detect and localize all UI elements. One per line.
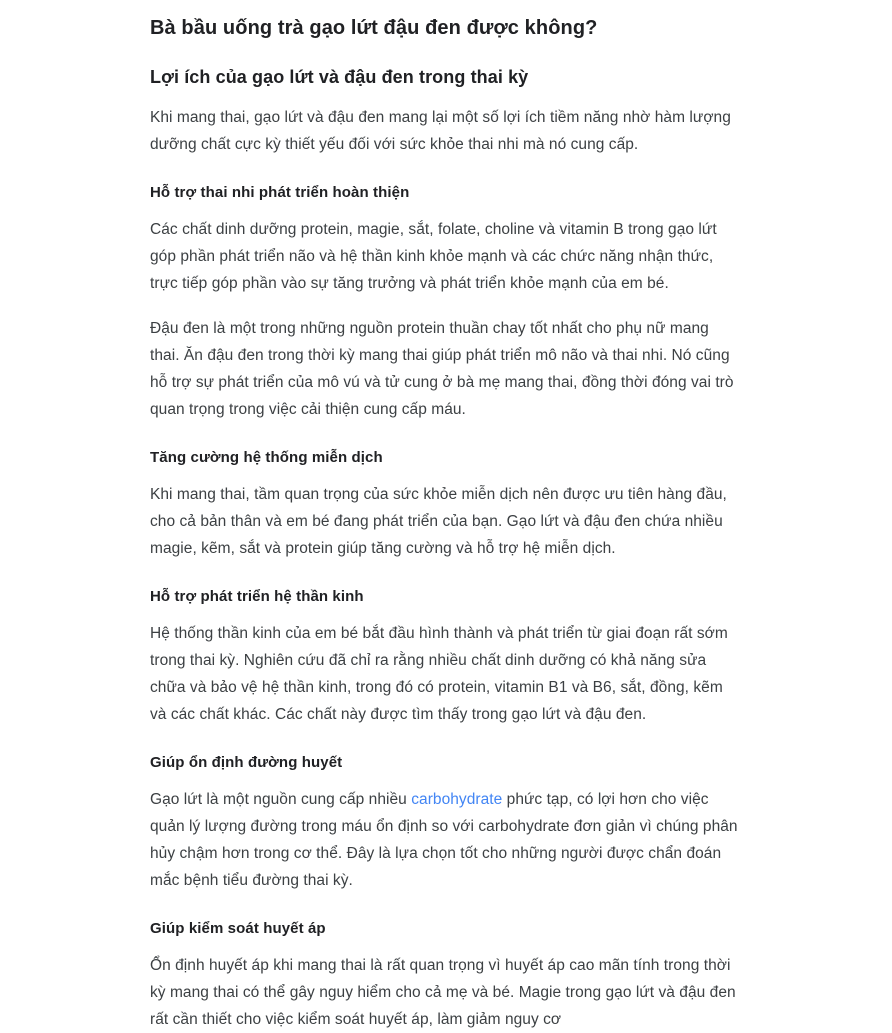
subheading-blood-sugar: Giúp ổn định đường huyết [150, 754, 343, 771]
subheading-nervous-system: Hỗ trợ phát triển hệ thần kinh [150, 588, 364, 605]
page-title: Bà bầu uống trà gạo lứt đậu đen được không? [150, 17, 598, 39]
paragraph-blood-pressure: Ổn định huyết áp khi mang thai là rất quan trọng vì huyết áp cao mãn tính trong thời kỳ mang thai có thể gây nguy hiểm cho cả mẹ và bé. Magie trong gạo lứt và đậu đen rất cần thiết cho việc kiểm soát huyết áp, làm giảm nguy cơ [150, 957, 736, 1028]
section-heading-benefits: Lợi ích của gạo lứt và đậu đen trong thai kỳ [150, 67, 529, 87]
blood-sugar-text-after: phức tạp, có lợi hơn cho việc quản lý lượng đường trong máu ổn định so với carbohydrate đơn giản vì chúng phân hủy chậm hơn trong cơ thể. Đây là lựa chọn tốt cho những người được chẩn đoán mắc bệnh tiểu đường thai kỳ. [150, 791, 738, 889]
paragraph-nervous-system: Hệ thống thần kinh của em bé bắt đầu hình thành và phát triển từ giai đoạn rất sớm trong thai kỳ. Nghiên cứu đã chỉ ra rằng nhiều chất dinh dưỡng có khả năng sửa chữa và bảo vệ hệ thần kinh, trong đó có protein, vitamin B1 và B6, sắt, đồng, kẽm và các chất khác. Các chất này được tìm thấy trong gạo lứt và đậu đen. [150, 625, 728, 723]
carbohydrate-link[interactable]: carbohydrate [411, 791, 503, 808]
paragraph-immune-system: Khi mang thai, tầm quan trọng của sức khỏe miễn dịch nên được ưu tiên hàng đầu, cho cả bản thân và em bé đang phát triển của bạn. Gạo lứt và đậu đen chứa nhiều magie, kẽm, sắt và protein giúp tăng cường và hỗ trợ hệ miễn dịch. [150, 486, 727, 557]
paragraph-fetal-development-2: Đậu đen là một trong những nguồn protein thuần chay tốt nhất cho phụ nữ mang thai. Ăn đậu đen trong thời kỳ mang thai giúp phát triển mô não và thai nhi. Nó cũng hỗ trợ sự phát triển của mô vú và tử cung ở bà mẹ mang thai, đồng thời đóng vai trò quan trọng trong việc cải thiện cung cấp máu. [150, 320, 734, 418]
subheading-immune-system: Tăng cường hệ thống miễn dịch [150, 449, 383, 466]
paragraph-fetal-development-1: Các chất dinh dưỡng protein, magie, sắt, folate, choline và vitamin B trong gạo lứt góp phần phát triển não và hệ thần kinh khỏe mạnh và các chức năng nhận thức, trực tiếp góp phần vào sự tăng trưởng và phát triển khỏe mạnh của em bé. [150, 221, 717, 292]
subheading-fetal-development: Hỗ trợ thai nhi phát triển hoàn thiện [150, 184, 410, 201]
subheading-blood-pressure: Giúp kiểm soát huyết áp [150, 920, 326, 937]
blood-sugar-text-before: Gạo lứt là một nguồn cung cấp nhiều [150, 791, 412, 808]
intro-paragraph: Khi mang thai, gạo lứt và đậu đen mang lại một số lợi ích tiềm năng nhờ hàm lượng dưỡng chất cực kỳ thiết yếu đối với sức khỏe thai nhi mà nó cung cấp. [150, 109, 731, 153]
paragraph-blood-sugar [150, 786, 742, 894]
